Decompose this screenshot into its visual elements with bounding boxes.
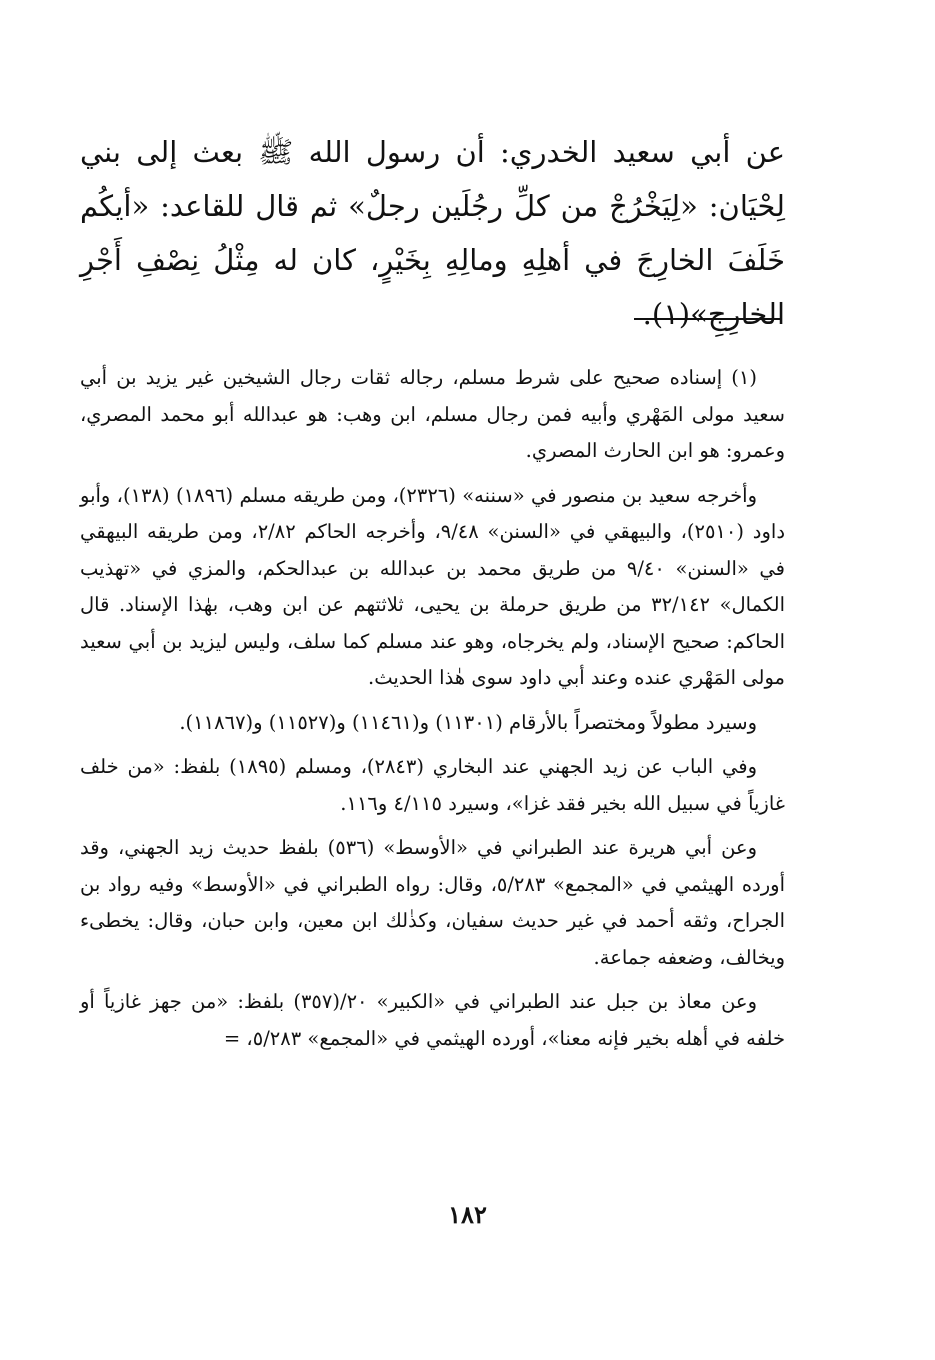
footnote-paragraph: وفي الباب عن زيد الجهني عند البخاري (٢٨٤٣)، ومسلم (١٨٩٥) بلفظ: «من خلف غازياً في سبيل الله بخير فقد غزا»، وسيرد ٤/١١٥ و١١٦. [80, 755, 785, 815]
page-number: ١٨٢ [448, 1200, 487, 1229]
footnote-paragraph: وعن معاذ بن جبل عند الطبراني في «الكبير» ٢٠/(٣٥٧) بلفظ: «من جهز غازياً أو خلفه في أهله بخير فإنه معنا»، أورده الهيثمي في «المجمع» ٥/٢٨٣، = [80, 990, 785, 1050]
footnotes-section [80, 360, 785, 1065]
footnote-paragraph: وعن أبي هريرة عند الطبراني في «الأوسط» (٥٣٦) بلفظ حديث زيد الجهني، وقد أورده الهيثمي في «المجمع» ٥/٢٨٣، وقال: رواه الطبراني في «الأوسط» وفيه رواد بن الجراح، وثقه أحمد في غير حديث سفيان، وكذٰلك ابن معين، وابن حبان، وقال: يخطىء ويخالف، وضعفه جماعة. [80, 836, 785, 969]
footnote-paragraph: وأخرجه سعيد بن منصور في «سننه» (٢٣٢٦)، ومن طريقه مسلم (١٨٩٦) (١٣٨)، وأبو داود (٢٥١٠)، والبيهقي في «السنن» ٩/٤٨، وأخرجه الحاكم ٢/٨٢، ومن طريقه البيهقي في «السنن» ٩/٤٠ من طريق محمد بن عبدالله بن عبدالحكم، والمزي في «تهذيب الكمال» ٣٢/١٤٢ من طريق حرملة بن يحيى، ثلاثتهم عن ابن وهب، بهٰذا الإسناد. قال الحاكم: صحيح الإسناد، ولم يخرجاه، وهو عند مسلم كما سلف، وليس ليزيد بن أبي سعيد مولى المَهْري عنده وعند أبي داود سوى هٰذا الحديث. [80, 483, 786, 689]
footnote-paragraph: (١) إسناده صحيح على شرط مسلم، رجاله ثقات رجال الشيخين غير يزيد بن أبي سعيد مولى المَهْري وأبيه فمن رجال مسلم، ابن وهب: هو عبدالله أبو محمد المصري، وعمرو: هو ابن الحارث المصري. [80, 366, 785, 462]
footnote-separator [634, 318, 782, 320]
footnote-paragraph: وسيرد مطولاً ومختصراً بالأرقام (١١٣٠١) و(١١٤٦١) و(١١٥٢٧) و(١١٨٦٧). [179, 710, 757, 734]
hadith-text: عن أبي سعيد الخدري: أن رسول الله ﷺ بعث إلى بني لِحْيَان: «لِيَخْرُجْ من كلِّ رجُلَين رجلٌ» ثم قال للقاعد: «أيكُم خَلَفَ الخارِجَ في أهلِهِ ومالِهِ بِخَيْرٍ، كان له مِثْلُ نِصْفِ أَجْرِ الخارِجِ»(١). [80, 135, 785, 331]
